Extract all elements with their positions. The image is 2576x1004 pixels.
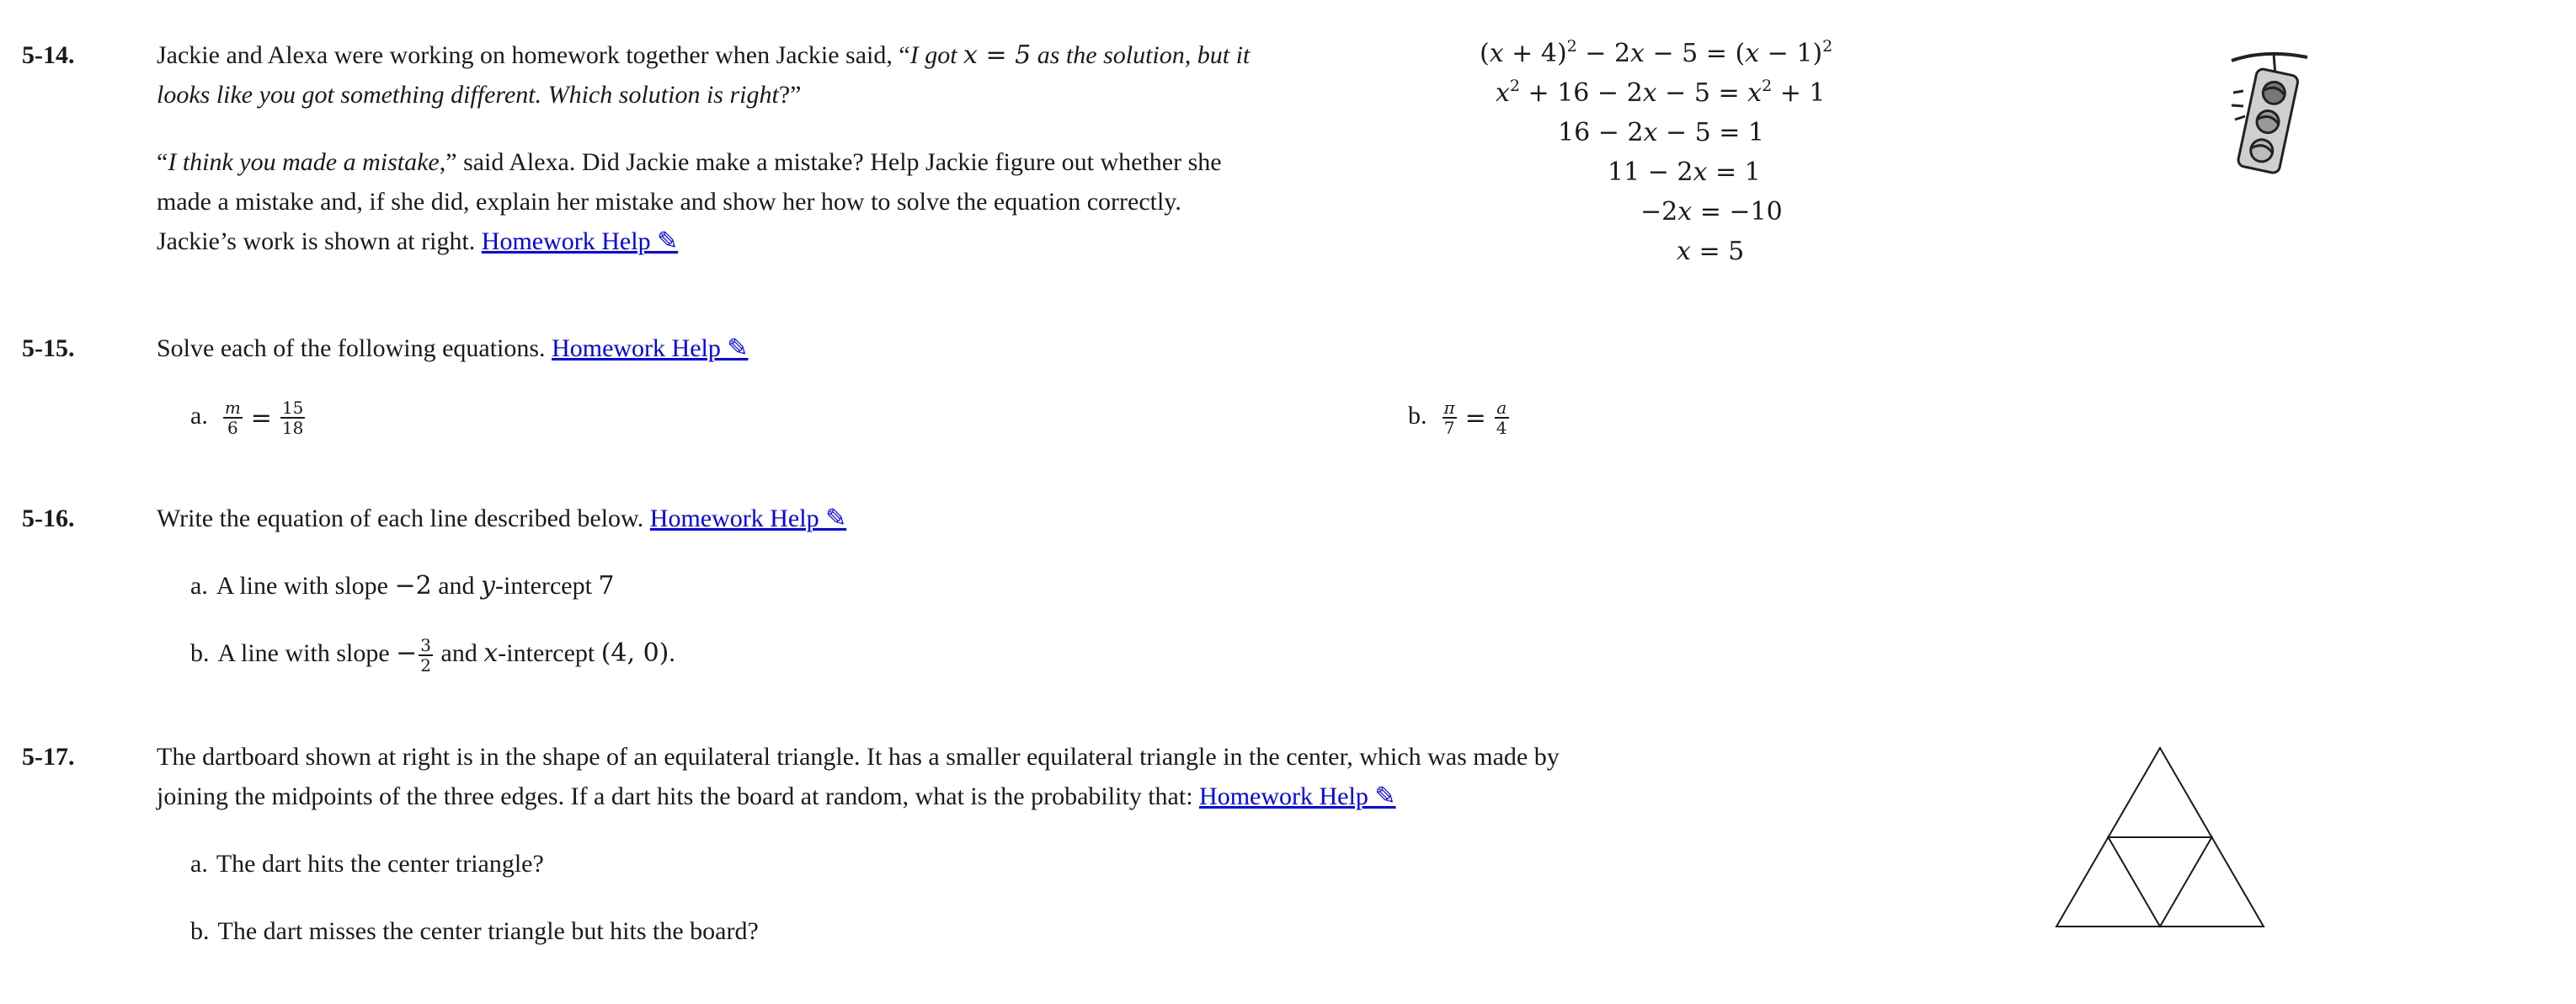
problem-5-15-part-b: b. $\frac{\pi}{7}$ = $\frac{a}{4}$	[1408, 398, 1507, 439]
problem-number-5-14: 5-14.	[22, 41, 75, 69]
center-triangle	[2109, 837, 2212, 927]
work-line-1: $(x + 4)^2 - 2x - 5 = (x - 1)^2$	[1480, 37, 1833, 68]
problem-5-17-text	[157, 737, 1841, 816]
traffic-light-icon	[2223, 42, 2316, 185]
triangle-dartboard-figure	[2055, 745, 2265, 929]
fraction-pi-over-7: $\frac{\pi}{7}$	[1443, 398, 1455, 439]
problem-number-5-15: 5-15.	[22, 334, 75, 362]
problem-5-17-part-a: a. The dart hits the center triangle?	[190, 850, 544, 878]
problem-5-14-line2: looks like you got something different. Which solution is right?”	[157, 81, 802, 109]
problem-number-5-16: 5-16.	[22, 505, 75, 532]
homework-help-link-5-17[interactable]: Homework Help ✎	[1199, 782, 1396, 810]
problem-5-16-part-b: b. A line with slope − $\frac{3}{2}$ and x-intercept (4, 0).	[190, 635, 675, 676]
work-line-5: −2x = −10	[1640, 197, 1783, 227]
homework-help-link-5-16[interactable]: Homework Help ✎	[649, 505, 847, 532]
problem-5-15-part-a: a. $\frac{m}{6}$ = $\frac{15}{18}$	[190, 398, 304, 439]
problem-5-17-part-b: b. The dart misses the center triangle but hits the board?	[190, 917, 759, 945]
problem-5-15-text: Solve each of the following equations. Homework Help ✎	[157, 334, 749, 362]
fraction-a-over-4: $\frac{a}{4}$	[1496, 398, 1507, 439]
work-line-4: 11 − 2x = 1	[1608, 158, 1761, 187]
work-line-6: x = 5	[1677, 237, 1745, 266]
fraction-3-over-2: $\frac{3}{2}$	[420, 635, 432, 676]
homework-help-link-5-14[interactable]: Homework Help ✎	[481, 227, 679, 255]
problem-5-16-text: Write the equation of each line described below. Homework Help ✎	[157, 505, 847, 532]
problem-5-17-line1: The dartboard shown at right is in the shape of an equilateral triangle. It has a smaller equilateral triangle in the center, which was made by	[157, 743, 1560, 771]
problem-number-5-17: 5-17.	[22, 743, 75, 771]
work-line-2: $x^2 + 16 - 2x - 5 = x^2 + 1$	[1496, 77, 1826, 108]
problem-5-16-part-a: a. A line with slope −2 and y-intercept 7	[190, 571, 615, 601]
homework-help-link-5-15[interactable]: Homework Help ✎	[552, 334, 749, 362]
fraction-15-over-18: $\frac{15}{18}$	[281, 398, 304, 439]
problem-5-14-para2: “I think you made a mistake,” said Alexa. Did Jackie make a mistake? Help Jackie figure out whether she	[157, 148, 1222, 176]
work-line-3: 16 − 2x − 5 = 1	[1558, 118, 1764, 147]
problem-5-14-para2-line3: Jackie’s work is shown at right. Homework Help ✎	[157, 227, 679, 255]
problem-5-14-line1: Jackie and Alexa were working on homework together when Jackie said, “I got x = 5 as the solution, but it	[157, 40, 1251, 70]
problem-5-14-para2-line2: made a mistake and, if she did, explain her mistake and show her how to solve the equation correctly.	[157, 188, 1181, 216]
problem-5-14-text	[157, 35, 1369, 261]
fraction-m-over-6: $\frac{m}{6}$	[224, 398, 241, 439]
problem-5-17-line2: joining the midpoints of the three edges. If a dart hits the board at random, what is the probability that: Homework Help ✎	[157, 782, 1396, 810]
